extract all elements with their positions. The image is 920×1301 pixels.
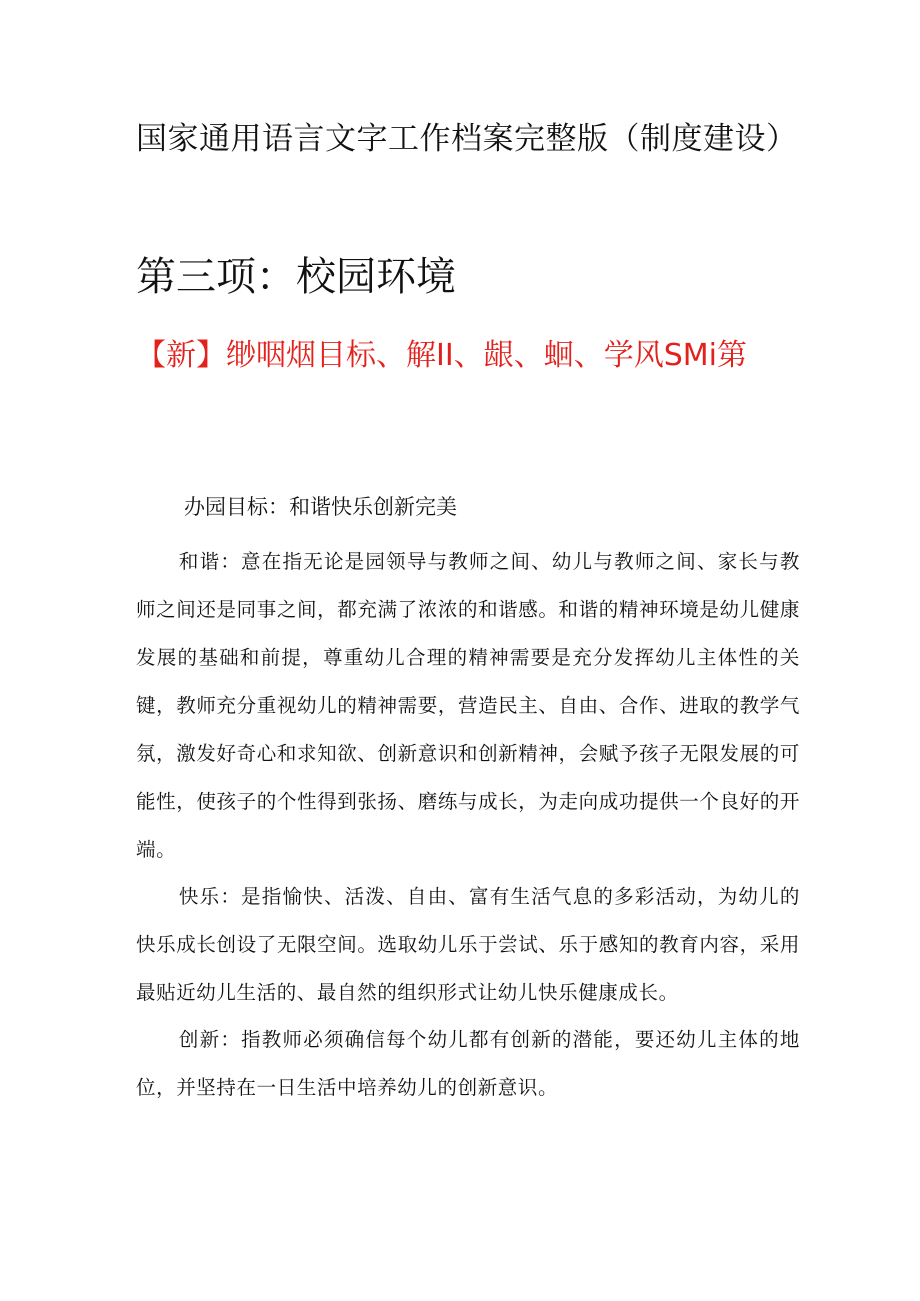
paragraph-happiness: 快乐：是指愉快、活泼、自由、富有生活气息的多彩活动，为幼儿的快乐成长创设了无限空间。选取幼儿乐于尝试、乐于感知的教育内容，采用最贴近幼儿生活的、最自然的组织形式让幼儿快乐健康成长。	[136, 885, 800, 1004]
red-subheading: 【新】缈咽烟目标、解II、龈、蛔、学风SMi第	[136, 338, 747, 373]
paragraph-innovation: 创新：指教师必须确信每个幼儿都有创新的潜能，要还幼儿主体的地位，并坚持在一日生活中培养幼儿的创新意识。	[136, 1028, 800, 1099]
paragraph-harmony: 和谐：意在指无论是园领导与教师之间、幼儿与教师之间、家长与教师之间还是同事之间，都充满了浓浓的和谐感。和谐的精神环境是幼儿健康发展的基础和前提，尊重幼儿合理的精神需要是充分发挥幼儿主体性的关键，教师充分重视幼儿的精神需要，营造民主、自由、合作、进取的教学气氛，激发好奇心和求知欲、创新意识和创新精神，会赋予孩子无限发展的可能性，使孩子的个性得到张扬、磨练与成长，为走向成功提供一个良好的开端。	[136, 550, 800, 861]
section-title: 第三项：校园环境	[136, 254, 456, 300]
goal-heading: 办园目标：和谐快乐创新完美	[184, 495, 457, 519]
body-text	[136, 538, 800, 1111]
document-title: 国家通用语言文字工作档案完整版（制度建设）	[136, 121, 798, 157]
